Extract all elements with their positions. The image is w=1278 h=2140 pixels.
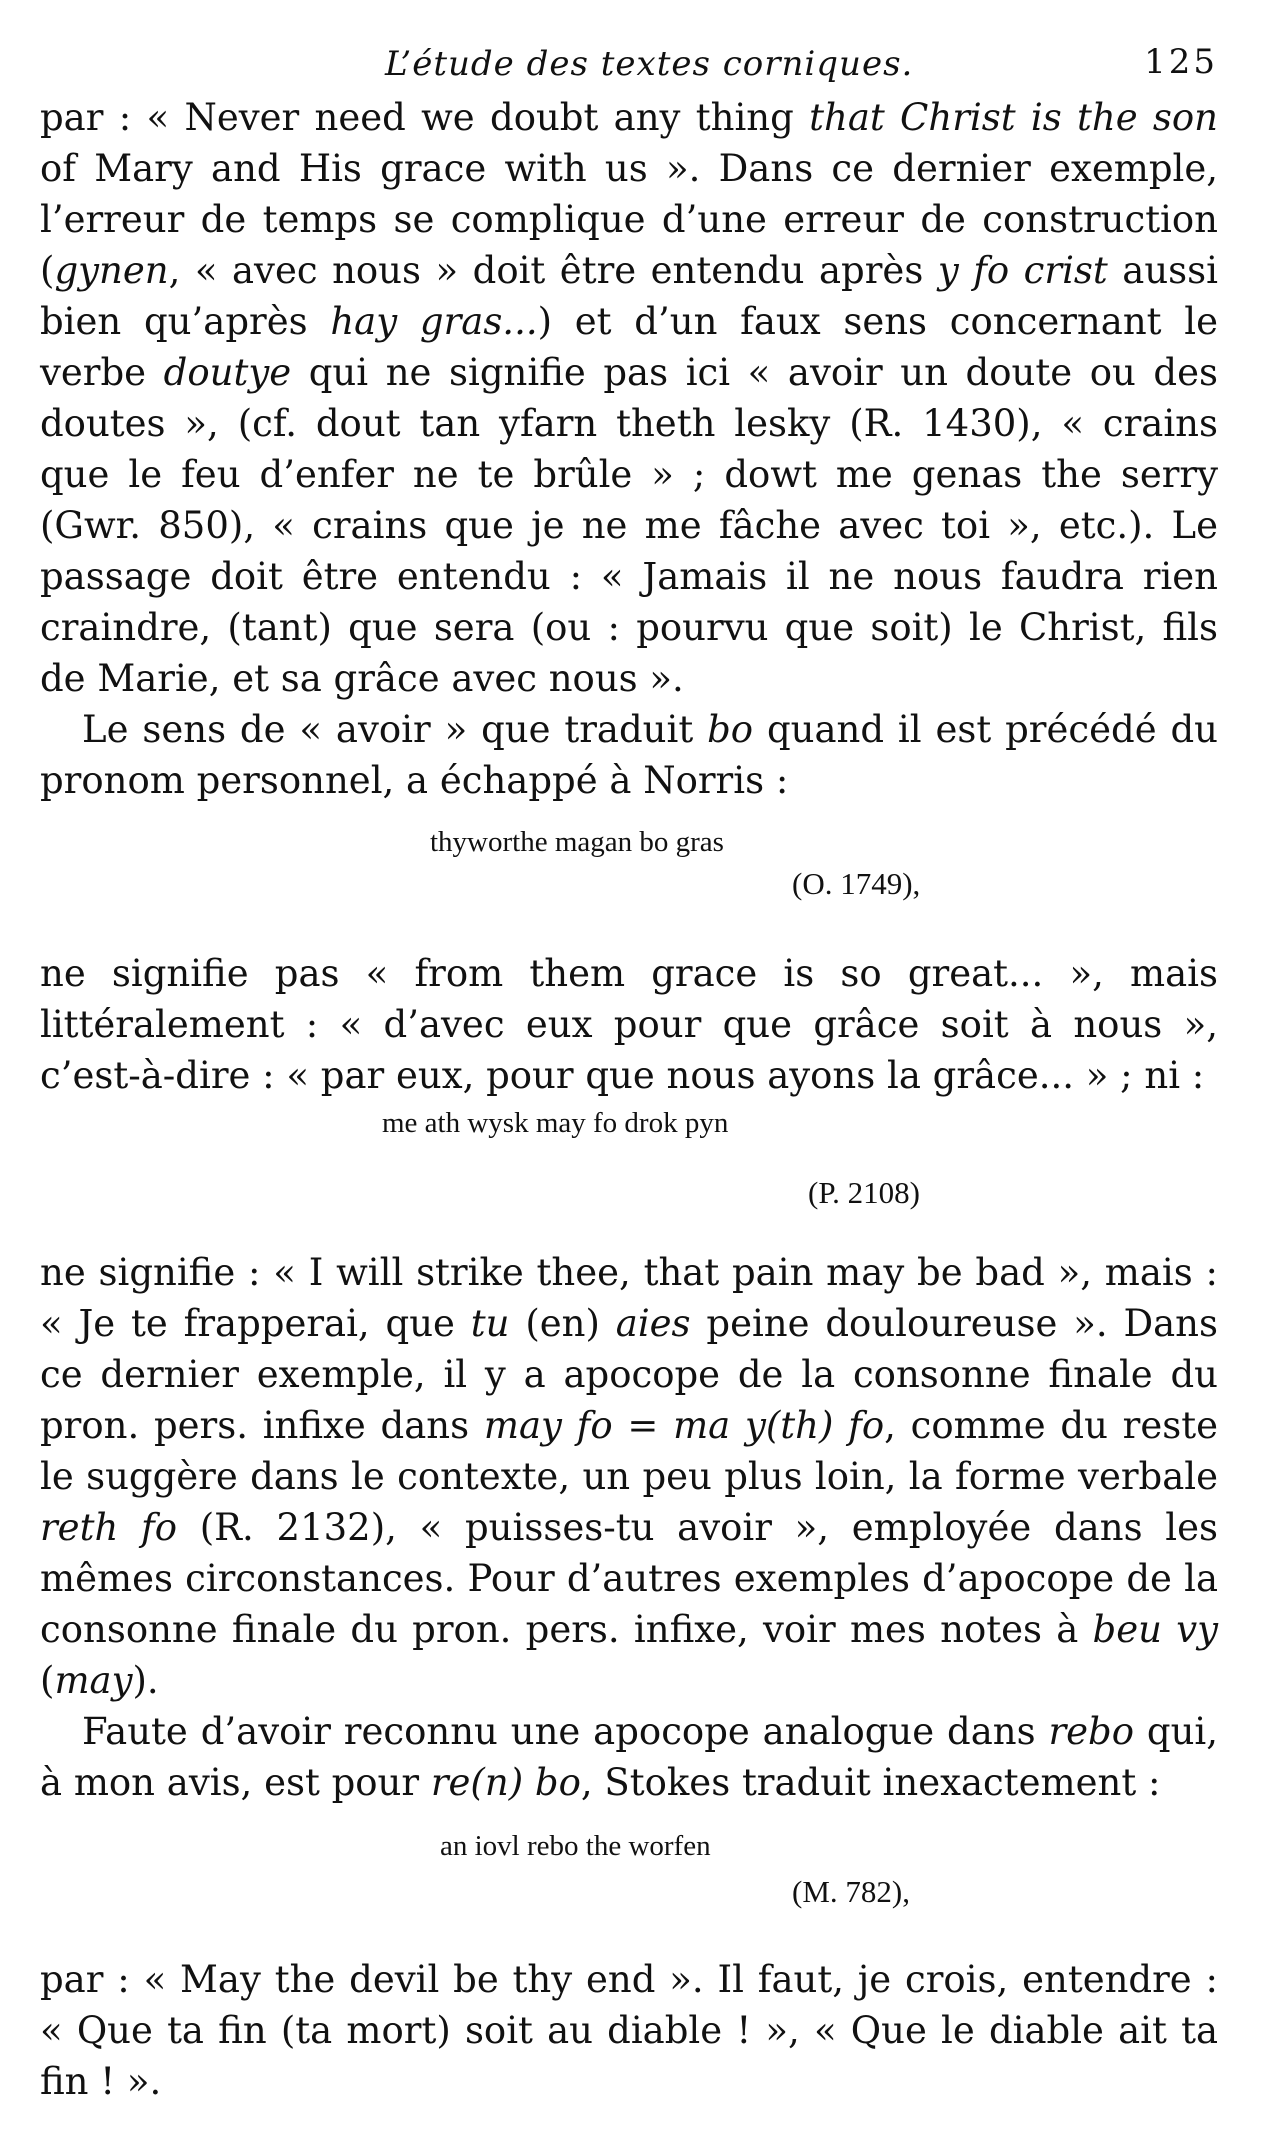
text-run: ) et d’un faux sens concernant le verbe [40,300,1218,394]
text-run: ). [132,1659,159,1702]
italic-run: doutye [163,351,292,394]
italic-run: bo [707,708,754,751]
text-run: qui, à mon avis, est pour [40,1710,1218,1804]
italic-run: tu [470,1302,510,1345]
cornish-quote-1 [40,806,1218,948]
text-run: Le sens de « avoir » que traduit [82,708,708,751]
paragraph-3 [40,948,1218,1101]
text-run: par : « Never need we doubt any thing [40,96,810,139]
italic-run: may fo = ma y(th) fo [483,1404,885,1447]
paragraph-2 [40,704,1218,806]
cornish-quote-3 [40,1808,1218,1954]
cornish-quote-2 [40,1101,1218,1247]
paragraph-1 [40,92,1218,704]
italic-run: y fo crist [937,249,1108,292]
text-run: (en) [509,1302,616,1345]
text-run: par : « May the devil be thy end ». Il faut, je crois, entendre : « Que ta fin (ta mort) soit au diable ! », « Que le diable ait ta fin ! ». [40,1958,1218,2103]
book-page [40,34,1218,2107]
paragraph-5 [40,1706,1218,1808]
paragraph-6 [40,1954,1218,2107]
italic-run: reth fo [40,1506,177,1549]
text-run: qui ne signifie pas ici « avoir un doute ou des doutes », (cf. dout tan yfarn theth lesky (R. 1430), « crains que le feu d’enfer ne te brûle » ; dowt me genas the serry (Gwr. 850), « crains que je ne me fâche avec toi », etc.). Le passage doit être entendu : « Jamais il ne nous faudra rien craindre, (tant) que sera (ou : pourvu que soit) le Christ, fils de Marie, et sa grâce avec nous ». [40,351,1218,700]
text-run: of Mary and His grace with us ». Dans ce dernier exemple, l’erreur de temps se complique d’une erreur de construction ( [40,147,1218,292]
italic-run: beu vy [1092,1608,1219,1651]
italic-run: gynen [54,249,169,292]
quote-text: me ath wysk may fo drok pyn [382,1107,729,1139]
quote-text: thyworthe magan bo gras [430,826,724,858]
page-number: 125 [1144,42,1218,82]
italic-run: rebo [1048,1710,1134,1753]
text-run: Faute d’avoir reconnu une apocope analogue dans [82,1710,1049,1753]
text-run: ne signifie pas « from them grace is so great... », mais littéralement : « d’avec eux pour que grâce soit à nous », c’est-à-dire : « par eux, pour que nous ayons la grâce... » ; ni : [40,952,1218,1097]
text-run: quand il est précédé du pronom personnel, a échappé à Norris : [40,708,1218,802]
italic-run: hay gras... [330,300,538,343]
running-head [40,34,1218,92]
running-title: L’étude des textes corniques. [385,44,914,84]
italic-run: that Christ is the son [809,96,1219,139]
paragraph-4 [40,1247,1218,1706]
text-run: ( [40,1659,55,1702]
quote-reference: (M. 782), [792,1874,910,1909]
text-run: , Stokes traduit inexactement : [580,1761,1161,1804]
quote-reference: (P. 2108) [808,1175,920,1210]
text-run: , comme du reste le suggère dans le contexte, un peu plus loin, la forme verbale [40,1404,1218,1498]
text-run: (R. 2132), « puisses-tu avoir », employée dans les mêmes circonstances. Pour d’autres exemples d’apocope de la consonne finale du pron. pers. infixe, voir mes notes à [40,1506,1219,1651]
text-run: peine douloureuse ». Dans ce dernier exemple, il y a apocope de la consonne finale du pron. pers. infixe dans [40,1302,1219,1447]
text-run: aussi bien qu’après [40,249,1218,343]
quote-reference: (O. 1749), [792,866,921,901]
text-run: , « avec nous » doit être entendu après [168,249,938,292]
text-run: ne signifie : « I will strike thee, that pain may be bad », mais : « Je te frapperai, que [40,1251,1218,1345]
quote-text: an iovl rebo the worfen [440,1830,711,1862]
italic-run: may [54,1659,133,1702]
italic-run: aies [615,1302,691,1345]
italic-run: re(n) bo [430,1761,581,1804]
